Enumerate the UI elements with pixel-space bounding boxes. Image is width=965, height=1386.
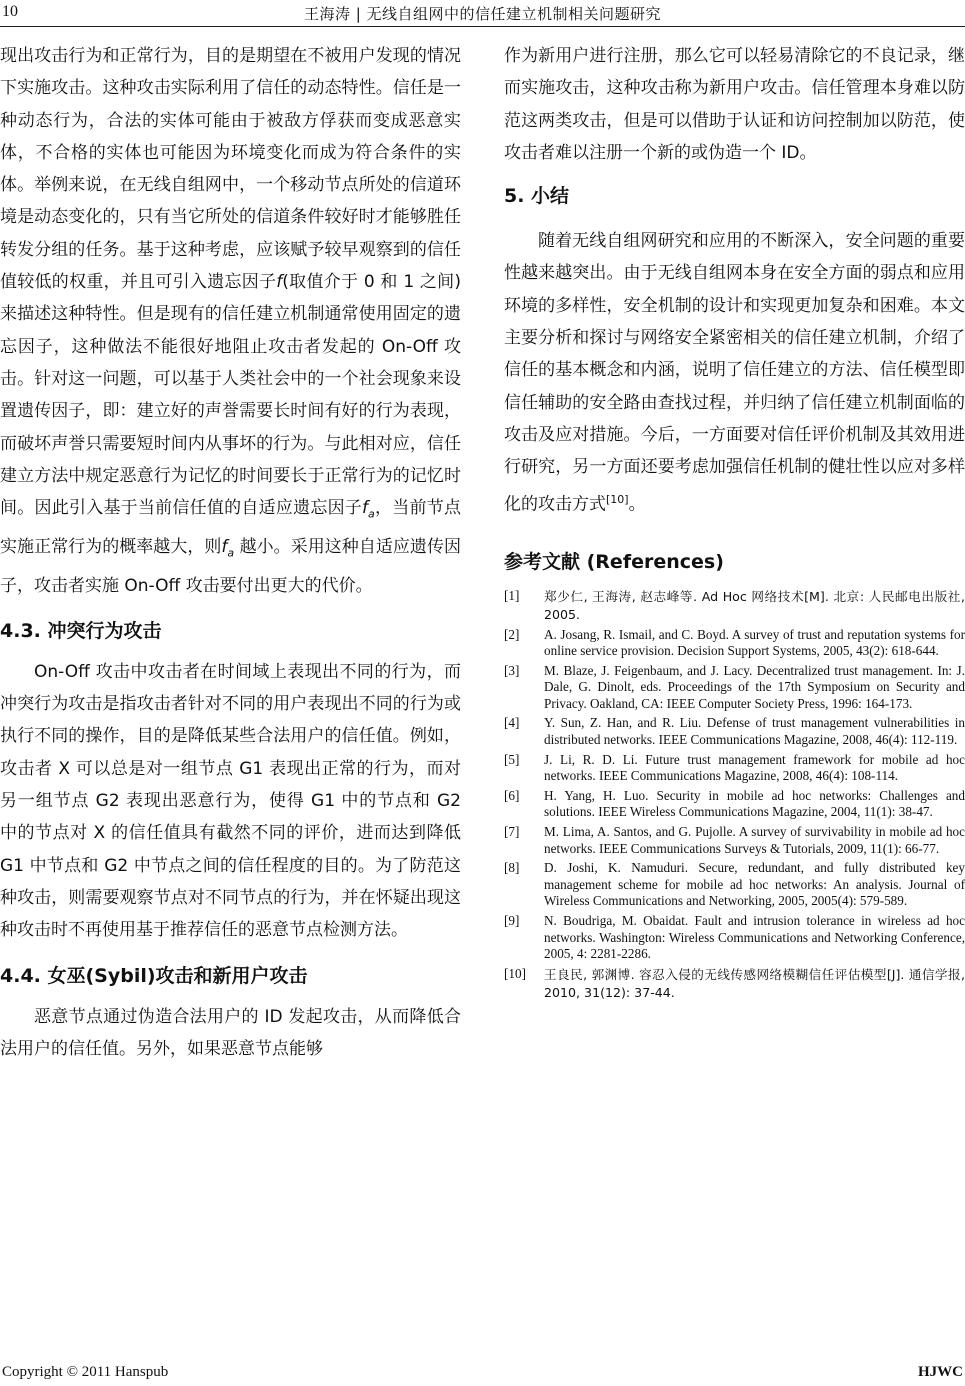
reference-item [504,752,965,785]
reference-item [504,715,965,748]
reference-number: [9] [504,913,520,929]
reference-number: [5] [504,751,520,767]
reference-text: N. Boudriga, M. Obaidat. Fault and intrusion tolerance in wireless ad hoc networks. Washington: Wireless Communications and Networking Conference, 2005, 4: 2281-2286. [544,913,965,962]
reference-text: A. Josang, R. Ismail, and C. Boyd. A survey of trust and reputation systems for online service provision. Decision Support Systems, 2005, 43(2): 618-644. [544,626,965,659]
reference-text: D. Joshi, K. Namuduri. Secure, redundant, and fully distributed key management scheme for mobile ad hoc networks: An analysis. Journal of Wireless Communications and Networking, 2005, 2005(4): 579-589. [544,860,965,909]
reference-item [504,824,965,857]
text-span: 现出攻击行为和正常行为，目的是期望在不被用户发现的情况下实施攻击。这种攻击实际利用了信任的动态特性。信任是一种动态行为，合法的实体可能由于被敌方俘获而变成恶意实体，不合格的实体也可能因为环境变化而成为符合条件的实体。举例来说，在无线自组网中，一个移动节点所处的信道环境是动态变化的，只有当它所处的信道条件较好时才能够胜任转发分组的任务。基于这种考虑，应该赋予较早观察到的信任值较低的权重，并且可引入遗忘因子 [0,46,461,293]
reference-list [504,588,965,1002]
left-column [0,40,461,1065]
paragraph-conflict-attack: On-Off 攻击中攻击者在时间域上表现出不同的行为，而冲突行为攻击是指攻击者针对不同的用户表现出不同的行为或执行不同的操作，目的是降低某些合法用户的信任值。例如，攻击者 X 可以总是对一组节点 G1 表现出正常的行为，而对另一组节点 G2 表现出恶意行为，使得 G1 中的节点和 G2 中的节点对 X 的信任值具有截然不同的评价，进而达到降低 G1 中节点和 G2 中节点之间的信任程度的目的。为了防范这种攻击，则需要观察节点对不同节点的行为，并在怀疑出现这种攻击时不再使用基于推荐信任的恶意节点检测方法。 [0,661,461,941]
reference-text: 郑少仁, 王海涛, 赵志峰等. Ad Hoc 网络技术[M]. 北京: 人民邮电出版社, 2005. [544,588,965,622]
reference-text: Y. Sun, Z. Han, and R. Liu. Defense of trust management vulnerabilities in distributed networks. IEEE Communications Magazine, 2008, 46(4): 112-119. [544,715,965,748]
symbol-fa: f [362,498,369,519]
paragraph-new-user-attack: 作为新用户进行注册，那么它可以轻易清除它的不良记录，继而实施攻击，这种攻击称为新用户攻击。信任管理本身难以防范这两类攻击，但是可以借助于认证和访问控制加以防范，使攻击者难以注册一个新的或伪造一个 ID。 [504,46,965,163]
page-header [0,0,965,30]
reference-text: M. Blaze, J. Feigenbaum, and J. Lacy. Decentralized trust management. In: J. Dale, G. Dinolt, eds. Proceedings of the 17th Symposium on Security and Privacy. Oakland, CA: IEEE Computer Society Press, 1996: 164-173. [544,662,965,711]
symbol-subscript: a [368,507,375,521]
citation-ref: [10] [606,492,629,506]
journal-abbrev: HJWC [918,1364,963,1380]
reference-number: [4] [504,715,520,731]
text-span: ，当前节点实施正常行为的概率越大，则 [0,498,461,557]
reference-number: [1] [504,587,520,603]
right-column [504,40,965,1005]
copyright-notice: Copyright © 2011 Hanspub [2,1364,169,1380]
paragraph-forgetting-factor [0,40,461,602]
reference-item [504,913,965,963]
reference-number: [10] [504,965,526,981]
reference-item [504,860,965,910]
reference-number: [7] [504,824,520,840]
reference-number: [8] [504,860,520,876]
reference-number: [6] [504,787,520,803]
text-span: 。 [628,494,646,515]
reference-text: H. Yang, H. Luo. Security in mobile ad hoc networks: Challenges and solutions. IEEE Wireless Communications Magazine, 2004, 11(1): 38-47. [544,787,965,820]
reference-number: [3] [504,662,520,678]
reference-item [504,627,965,660]
reference-item [504,588,965,624]
paragraph-summary [504,225,965,520]
text-span: 随着无线自组网研究和应用的不断深入，安全问题的重要性越来越突出。由于无线自组网本身在安全方面的弱点和应用环境的多样性，安全机制的设计和实现更加复杂和困难。本文主要分析和探讨与网络安全紧密相关的信任建立机制，介绍了信任的基本概念和内涵，说明了信任建立的方法、信任模型即信任辅助的安全路由查找过程，并归纳了信任建立机制面临的攻击及应对措施。今后，一方面要对信任评价机制及其效用进行研究，另一方面还要考虑加强信任机制的健壮性以应对多样化的攻击方式 [504,231,965,515]
text-span: (取值介于 0 和 1 之间)来描述这种特性。但是现有的信任建立机制通常使用固定的遗忘因子，这种做法不能很好地阻止攻击者发起的 On-Off 攻击。针对这一问题，可以基于人类社会中的一个社会现象来设置遗传因子，即：建立好的声誉需要长时间有好的行为表现，而破坏声誉只需要短时间内从事坏的行为。与此相对应，信任建立方法中规定恶意行为记忆的时间要长于正常行为的记忆时间。因此引入基于当前信任值的自适应遗忘因子 [0,272,462,519]
running-title: 王海涛 | 无线自组网中的信任建立机制相关问题研究 [303,5,662,23]
section-heading-4-4: 4.4. 女巫(Sybil)攻击和新用户攻击 [0,964,308,987]
header-rule [0,26,965,27]
page-number: 10 [2,3,18,20]
reference-item [504,966,965,1002]
reference-item [504,788,965,821]
reference-number: [2] [504,626,520,642]
references-heading: 参考文献 (References) [504,550,724,573]
section-heading-5: 5. 小结 [504,185,570,208]
reference-text: M. Lima, A. Santos, and G. Pujolle. A survey of survivability in mobile ad hoc networks. IEEE Communications Surveys & Tutorials, 2009, 11(1): 66-77. [544,824,965,856]
symbol-f: f [276,272,283,293]
reference-text: 王良民, 郭渊博. 容忍入侵的无线传感网络模糊信任评估模型[J]. 通信学报, 2010, 31(12): 37-44. [544,966,965,1000]
symbol-fa: f [221,536,228,557]
reference-item [504,663,965,713]
section-heading-4-3: 4.3. 冲突行为攻击 [0,619,162,642]
paragraph-sybil-attack: 恶意节点通过伪造合法用户的 ID 发起攻击，从而降低合法用户的信任值。另外，如果恶意节点能够 [0,1006,461,1059]
symbol-subscript: a [227,546,235,560]
page-footer [0,1364,965,1384]
text-span: 越小。采用这种自适应遗传因子，攻击者实施 On-Off 攻击要付出更大的代价。 [0,536,461,596]
reference-text: J. Li, R. D. Li. Future trust management framework for mobile ad hoc networks. IEEE Communications Magazine, 2008, 46(4): 108-114. [544,751,965,784]
